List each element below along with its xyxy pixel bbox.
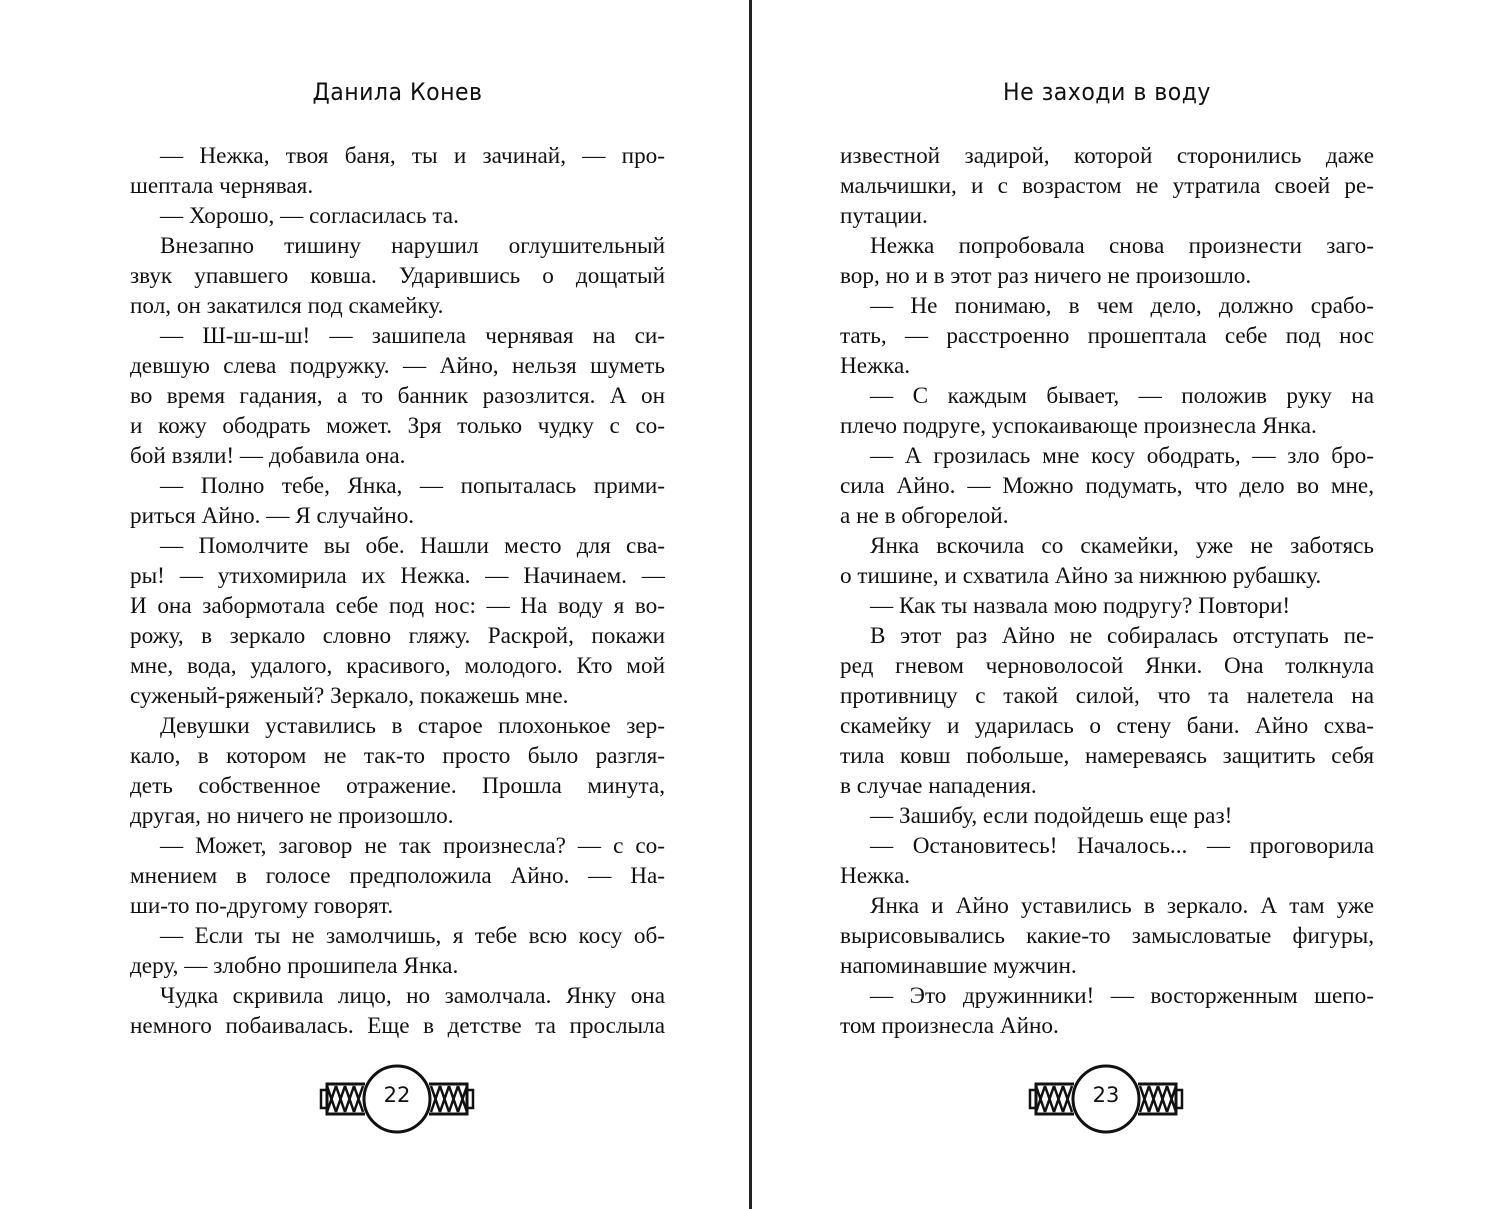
text-line: И она забормотала себе под нос: — На воду я во- [130, 593, 665, 619]
text-line: — А грозилась мне косу ободрать, — зло бро- [870, 443, 1374, 469]
right-page [840, 0, 1374, 1209]
gutter-divider [749, 0, 752, 1209]
page-body-text [130, 141, 665, 1041]
page-number: 23 [1092, 1083, 1120, 1107]
text-line: — Полно тебе, Янка, — попыталась прими- [160, 473, 665, 499]
text-line: а не в обгорелой. [840, 503, 1009, 529]
text-line: мальчишки, и с возрастом не утратила своей ре- [840, 173, 1374, 199]
text-line: известной задирой, которой сторонились даже [840, 143, 1374, 169]
text-line: — Зашибу, если подойдешь еще раз! [870, 803, 1233, 829]
text-line: другая, но ничего не произошло. [130, 803, 454, 829]
text-line: пол, он закатился под скамейку. [130, 293, 444, 319]
text-line: противницу с такой силой, что та налетела на [840, 683, 1374, 709]
text-line: кало, в котором не так-то просто было разгля- [130, 743, 665, 769]
text-line: бой взяли! — добавила она. [130, 443, 406, 469]
text-line: риться Айно. — Я случайно. [130, 503, 415, 529]
text-line: В этот раз Айно не собиралась отступать пе- [870, 623, 1374, 649]
text-line: деть собственное отражение. Прошла минута, [130, 773, 665, 799]
text-line: — Остановитесь! Началось... — проговорила [870, 833, 1374, 859]
text-line: путации. [840, 203, 928, 229]
text-line: Нежка попробовала снова произнести заго- [870, 233, 1374, 259]
text-line: — Нежка, твоя баня, ты и зачинай, — про- [160, 143, 665, 169]
text-line: и кожу ободрать может. Зря только чудку с со- [130, 413, 665, 439]
running-head-title: Не заходи в воду [1003, 78, 1211, 106]
text-line: немного побаивалась. Еще в детстве та прослыла [130, 1013, 665, 1039]
text-line: Чудка скривила лицо, но замолчала. Янку она [160, 983, 665, 1009]
text-line: деру, — злобно прошипела Янка. [130, 953, 459, 979]
text-line: тила ковш побольше, намереваясь защитить себя [840, 743, 1374, 769]
text-line: — Не понимаю, в чем дело, должно срабо- [870, 293, 1374, 319]
text-line: тать, — расстроенно прошептала себе под нос [840, 323, 1374, 349]
text-line: звук упавшего ковша. Ударившись о дощатый [130, 263, 665, 289]
text-line: ред гневом черноволосой Янки. Она толкнула [840, 653, 1374, 679]
text-line: — Может, заговор не так произнесла? — с со- [160, 833, 665, 859]
text-line: ры! — утихомирила их Нежка. — Начинаем. — [130, 563, 665, 589]
running-head-author: Данила Конев [312, 78, 483, 106]
text-line: — С каждым бывает, — положив руку на [870, 383, 1374, 409]
page-body-text [840, 141, 1374, 1041]
text-line: — Это дружинники! — восторженным шепо- [870, 983, 1374, 1009]
page-number-ornament [1026, 1064, 1186, 1134]
text-line: — Помолчите вы обе. Нашли место для сва- [160, 533, 665, 559]
text-line: мнением в голосе предположила Айно. — На- [130, 863, 665, 889]
left-page [130, 0, 665, 1209]
text-line: мне, вода, удалого, красивого, молодого. Кто мой [130, 653, 665, 679]
text-line: суженый-ряженый? Зеркало, покажешь мне. [130, 683, 569, 709]
text-line: плечо подруге, успокаивающе произнесла Янка. [840, 413, 1317, 439]
text-line: Нежка. [840, 863, 911, 889]
text-line: — Если ты не замолчишь, я тебе всю косу об- [160, 923, 665, 949]
text-line: — Хорошо, — согласилась та. [160, 203, 459, 229]
text-line: Девушки уставились в старое плохонькое зер- [160, 713, 665, 739]
text-line: Янка вскочила со скамейки, уже не заботясь [870, 533, 1374, 559]
text-line: — Ш-ш-ш-ш! — зашипела чернявая на си- [160, 323, 665, 349]
text-line: девшую слева подружку. — Айно, нельзя шуметь [130, 353, 665, 379]
text-line: ши-то по-другому говорят. [130, 893, 394, 919]
text-line: Внезапно тишину нарушил оглушительный [160, 233, 665, 259]
text-line: Янка и Айно уставились в зеркало. А там уже [870, 893, 1374, 919]
text-line: в случае нападения. [840, 773, 1037, 799]
text-line: во время гадания, а то банник разозлится. А он [130, 383, 665, 409]
text-line: вырисовывались какие-то замысловатые фигуры, [840, 923, 1374, 949]
page-number: 22 [383, 1083, 411, 1107]
text-line: скамейку и ударилась о стену бани. Айно схва- [840, 713, 1374, 739]
text-line: Нежка. [840, 353, 911, 379]
text-line: напоминавшие мужчин. [840, 953, 1077, 979]
text-line: сила Айно. — Можно подумать, что дело во мне, [840, 473, 1374, 499]
text-line: шептала чернявая. [130, 173, 314, 199]
text-line: рожу, в зеркало словно гляжу. Раскрой, покажи [130, 623, 665, 649]
text-line: — Как ты назвала мою подругу? Повтори! [870, 593, 1291, 619]
text-line: вор, но и в этот раз ничего не произошло. [840, 263, 1252, 289]
text-line: о тишине, и схватила Айно за нижнюю рубашку. [840, 563, 1322, 589]
page-number-ornament [317, 1064, 477, 1134]
text-line: том произнесла Айно. [840, 1013, 1059, 1039]
